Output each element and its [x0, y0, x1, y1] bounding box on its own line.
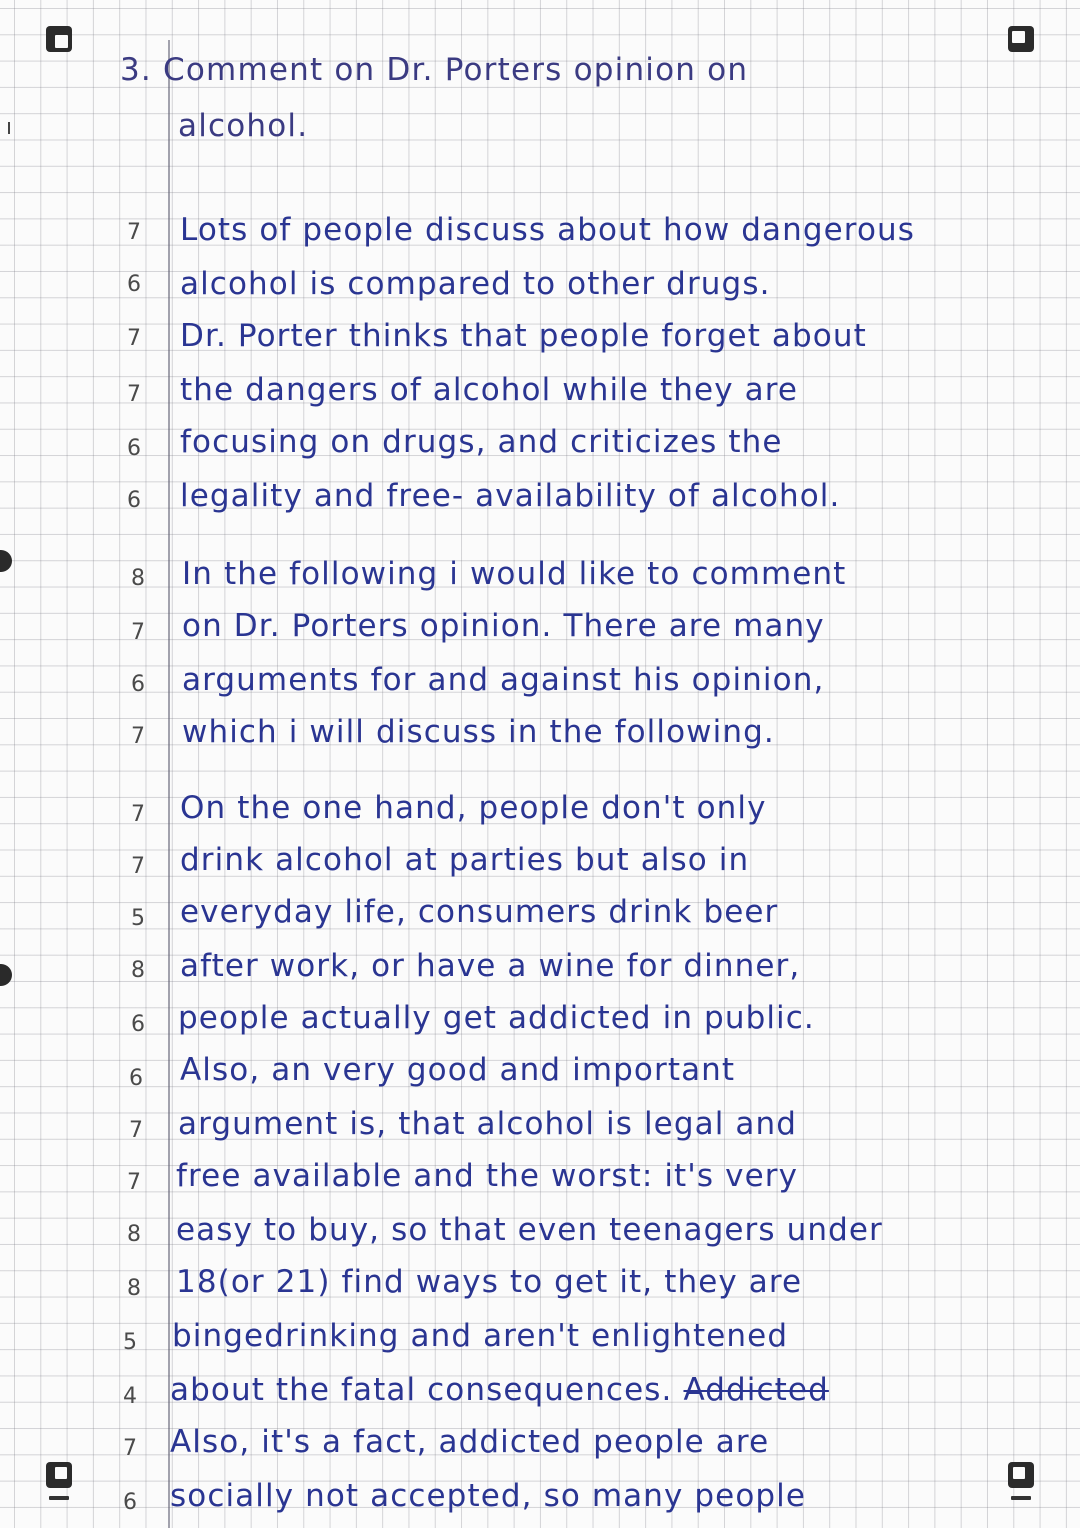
line-count: 5 [131, 906, 145, 931]
text-line: everyday life, consumers drink beer [180, 894, 779, 930]
line-count: 6 [127, 272, 141, 297]
line-count: 6 [129, 1066, 143, 1091]
text-line: 18(or 21) find ways to get it, they are [176, 1264, 803, 1300]
line-count: 6 [131, 672, 145, 697]
text-line: drink alcohol at parties but also in [180, 842, 750, 878]
line-count: 6 [127, 488, 141, 513]
text-line: Lots of people discuss about how dangerous [180, 212, 916, 248]
text-line: easy to buy, so that even teenagers under [176, 1212, 883, 1248]
question-line: alcohol. [178, 108, 309, 144]
corner-marker-bottom-left-dash [49, 1496, 69, 1500]
punch-hole-mark [0, 550, 12, 572]
margin-line [168, 40, 170, 1528]
corner-marker-top-right [1008, 26, 1034, 52]
text-line: legality and free- availability of alcohol. [180, 478, 841, 514]
text-line: on Dr. Porters opinion. There are many [182, 608, 825, 644]
line-count: 7 [131, 724, 145, 749]
line-count: 5 [123, 1330, 137, 1355]
crossed-out-word: Addicted [683, 1372, 829, 1408]
text-line: arguments for and against his opinion, [182, 662, 825, 698]
line-count: 7 [127, 1170, 141, 1195]
line-count: 7 [127, 382, 141, 407]
line-count: 6 [127, 436, 141, 461]
punch-hole-mark [0, 964, 12, 986]
text-line: Also, it's a fact, addicted people are [170, 1424, 770, 1460]
text-line: alcohol is compared to other drugs. [180, 266, 771, 302]
text-line: focusing on drugs, and criticizes the [180, 424, 783, 460]
text-line: free available and the worst: it's very [176, 1158, 799, 1194]
line-count: 7 [127, 220, 141, 245]
edge-tick [8, 122, 10, 134]
question-line: 3. Comment on Dr. Porters opinion on [120, 52, 749, 88]
corner-marker-bottom-left [46, 1462, 72, 1488]
corner-marker-bottom-right [1008, 1462, 1034, 1488]
text-line: which i will discuss in the following. [182, 714, 775, 750]
line-count: 6 [131, 1012, 145, 1037]
line-count: 8 [131, 566, 145, 591]
text-line: after work, or have a wine for dinner, [180, 948, 801, 984]
line-count: 8 [131, 958, 145, 983]
text-line: socially not accepted, so many people [170, 1478, 807, 1514]
text-line: people actually get addicted in public. [178, 1000, 815, 1036]
text-line: Also, an very good and important [180, 1052, 736, 1088]
line-count: 7 [129, 1118, 143, 1143]
line-count: 7 [131, 802, 145, 827]
text-line-content: about the fatal consequences. [170, 1372, 673, 1408]
line-count: 7 [127, 326, 141, 351]
corner-marker-bottom-right-dash [1011, 1496, 1031, 1500]
text-line: Dr. Porter thinks that people forget about [180, 318, 867, 354]
line-count: 8 [127, 1222, 141, 1247]
text-line: On the one hand, people don't only [180, 790, 767, 826]
text-line: the dangers of alcohol while they are [180, 372, 799, 408]
line-count: 8 [127, 1276, 141, 1301]
text-line [170, 1372, 829, 1408]
corner-marker-top-left [46, 26, 72, 52]
line-count: 4 [123, 1384, 137, 1409]
text-line: In the following i would like to comment [182, 556, 847, 592]
line-count: 7 [131, 620, 145, 645]
text-line: argument is, that alcohol is legal and [178, 1106, 797, 1142]
line-count: 7 [123, 1436, 137, 1461]
line-count: 7 [131, 854, 145, 879]
line-count: 6 [123, 1490, 137, 1515]
text-line: bingedrinking and aren't enlightened [172, 1318, 789, 1354]
